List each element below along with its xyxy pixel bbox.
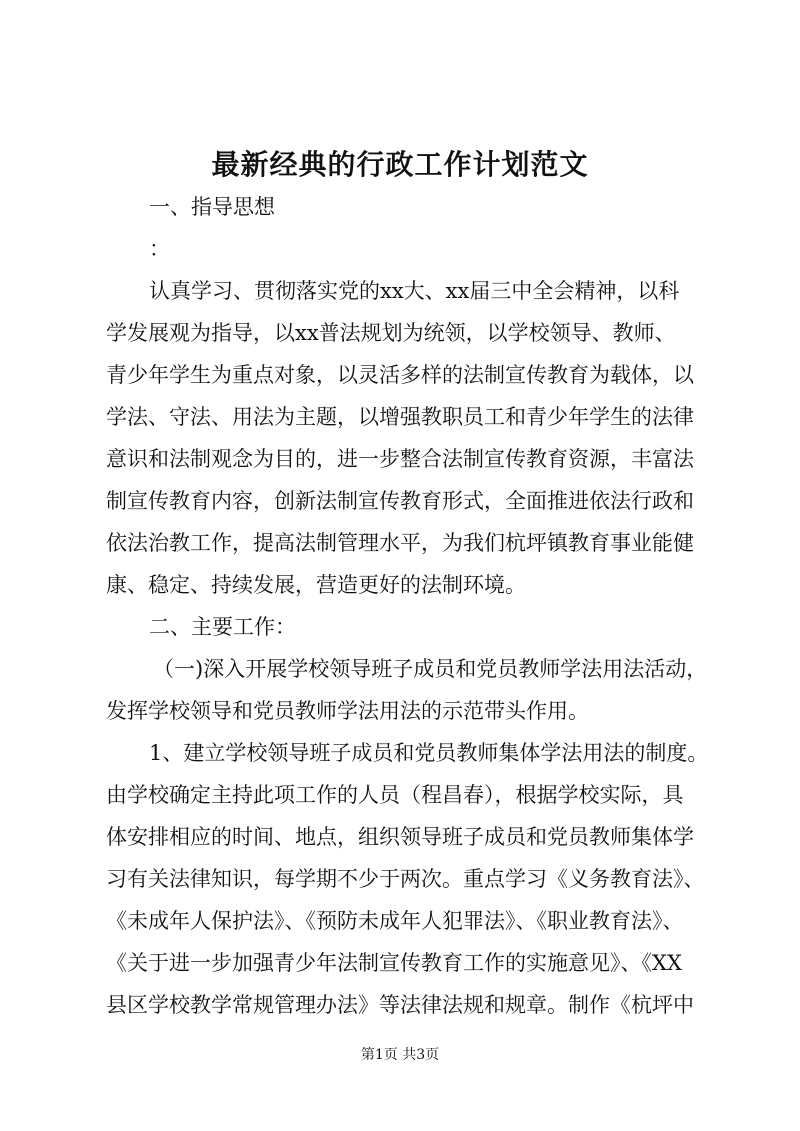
item-line: 由学校确定主持此项工作的人员（程昌春），根据学校实际，具 xyxy=(106,783,684,807)
subsection-line: 发挥学校领导和党员教师学法用法的示范带头作用。 xyxy=(106,699,589,723)
document-title: 最新经典的行政工作计划范文 xyxy=(211,148,589,181)
item-line: 习有关法律知识，每学期不少于两次。重点学习《义务教育法》、 xyxy=(106,867,705,891)
paragraph-line: 学法、守法、用法为主题，以增强教职员工和青少年学生的法律 xyxy=(106,405,694,429)
item-line: 《关于进一步加强青少年法制宣传教育工作的实施意见》、《XX xyxy=(106,951,682,975)
colon-line: ： xyxy=(149,237,170,261)
item-line: 体安排相应的时间、地点，组织领导班子成员和党员教师集体学 xyxy=(106,825,694,849)
paragraph-line: 认真学习、贯彻落实党的xx大、xx届三中全会精神，以科 xyxy=(149,279,680,303)
item-line: 1、建立学校领导班子成员和党员教师集体学法用法的制度。 xyxy=(149,741,709,765)
paragraph-line: 康、稳定、持续发展，营造更好的法制环境。 xyxy=(106,573,526,597)
item-line: 县区学校教学常规管理办法》等法律法规和规章。制作《杭坪中 xyxy=(106,993,694,1017)
paragraph-line: 青少年学生为重点对象，以灵活多样的法制宣传教育为载体，以 xyxy=(106,363,694,387)
paragraph-line: 意识和法制观念为目的，进一步整合法制宣传教育资源，丰富法 xyxy=(106,447,694,471)
section-heading-guiding-thought: 一、指导思想 xyxy=(149,195,275,219)
item-line: 《未成年人保护法》、《预防未成年人犯罪法》、《职业教育法》、 xyxy=(106,909,684,933)
paragraph-line: 学发展观为指导，以xx普法规划为统领，以学校领导、教师、 xyxy=(106,321,676,345)
paragraph-line: 制宣传教育内容，创新法制宣传教育形式，全面推进依法行政和 xyxy=(106,489,694,513)
subsection-line: （一)深入开展学校领导班子成员和党员教师学法用法活动， xyxy=(153,657,708,681)
section-heading-main-work: 二、主要工作： xyxy=(149,615,296,639)
page-number-footer: 第1页 共3页 xyxy=(360,1047,440,1063)
paragraph-line: 依法治教工作，提高法制管理水平，为我们杭坪镇教育事业能健 xyxy=(106,531,694,555)
